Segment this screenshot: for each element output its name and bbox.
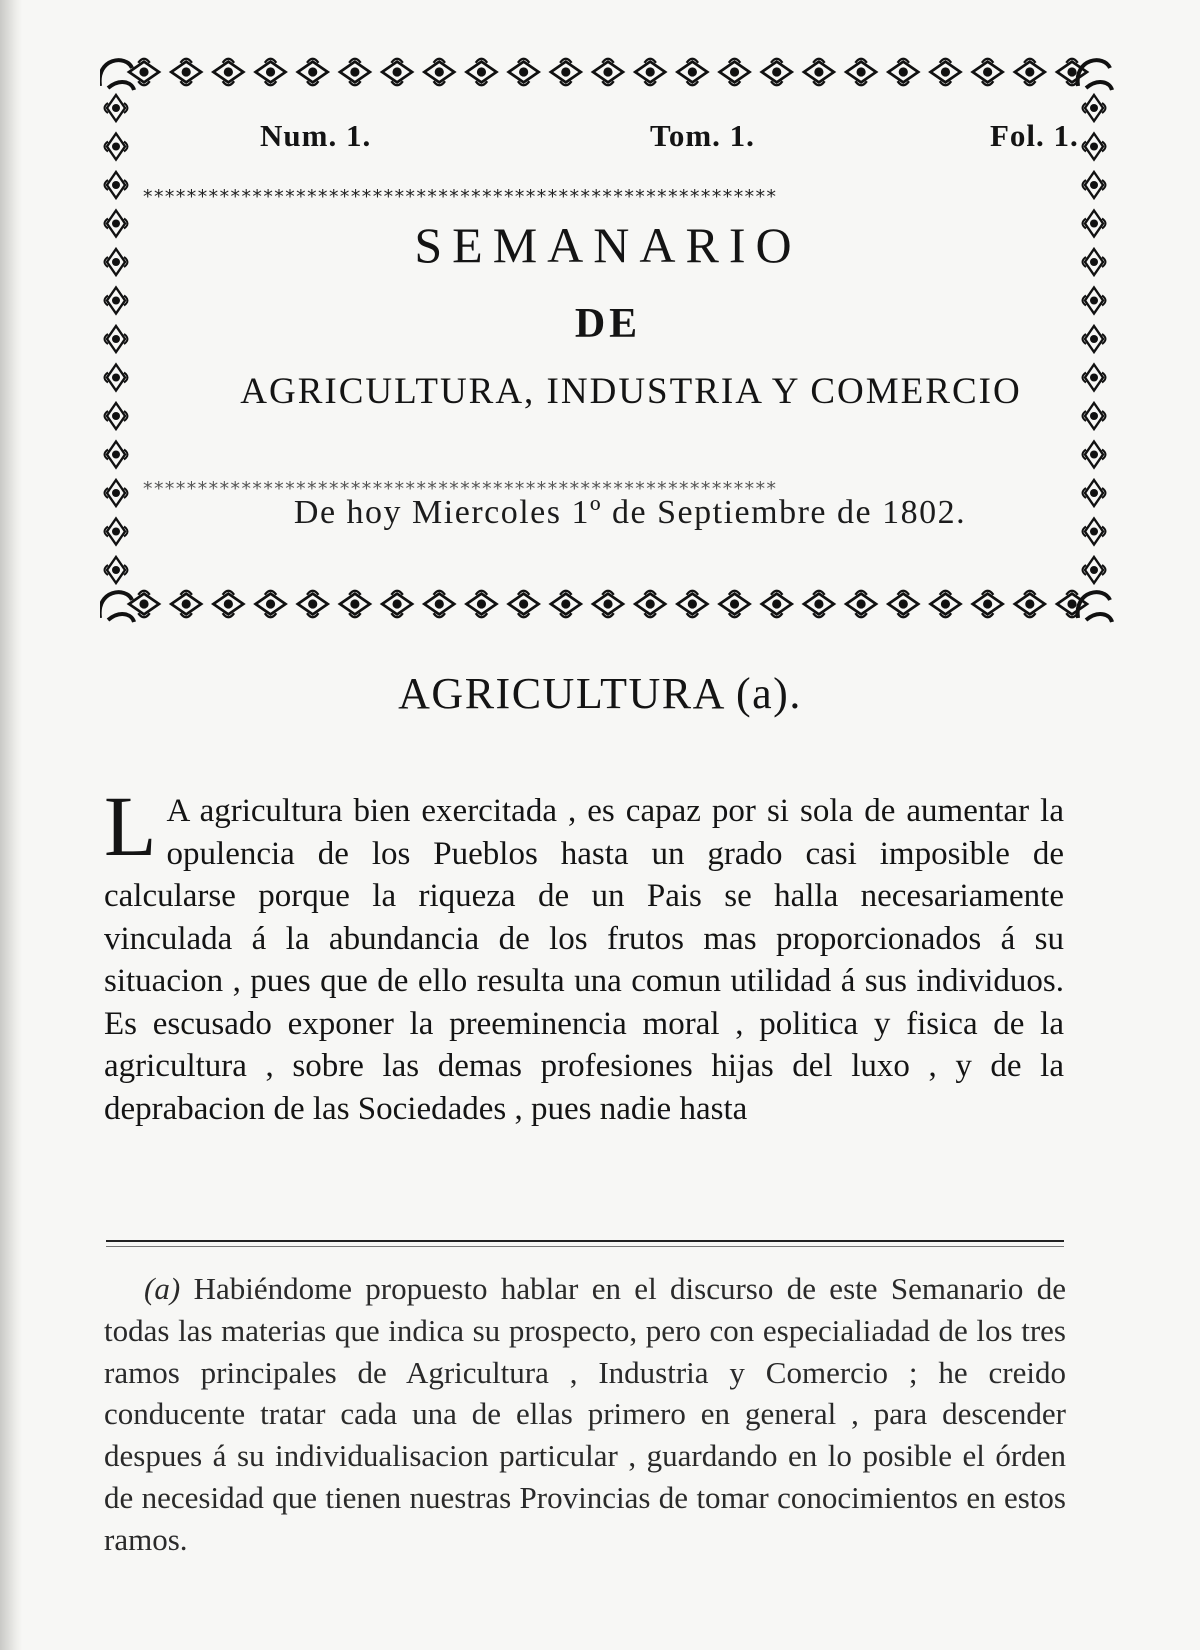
issue-number: Num. 1. <box>260 118 372 153</box>
border-ornament <box>1083 557 1106 583</box>
border-ornament <box>424 59 454 85</box>
border-ornament <box>105 95 128 121</box>
issue-date: De hoy Miercoles 1º de Septiembre de 1802. <box>293 494 967 531</box>
border-corner-ornament <box>100 592 134 622</box>
footnote-marker: (a) <box>144 1271 181 1306</box>
border-ornament <box>129 59 159 85</box>
border-ornament <box>888 591 918 617</box>
footnote-text: Habiéndome propuesto hablar en el discurso de este Semanario de todas las materias que indica su prospecto, pero con especialiadad de los tres ramos principales de Agricultura , Industria y Comercio ; he creido conducente tratar cada una de ellas primero en general , para descender despues á su individualisacion particular , guardando en lo posible el órden de necesidad que tienen nuestras Provincias de tomar conocimientos en estos ramos. <box>104 1271 1067 1557</box>
border-corner-ornament <box>100 60 134 90</box>
border-ornament <box>467 59 497 85</box>
border-ornament <box>551 59 581 85</box>
border-ornament <box>256 59 286 85</box>
border-ornament <box>804 591 834 617</box>
border-ornament <box>171 59 201 85</box>
border-ornament <box>382 591 412 617</box>
border-ornament <box>424 591 454 617</box>
border-ornament <box>298 59 328 85</box>
border-ornament <box>105 365 128 391</box>
footnote-separator-thin <box>106 1246 1064 1247</box>
border-ornament <box>105 519 128 545</box>
border-ornament <box>213 591 243 617</box>
border-ornament <box>720 59 750 85</box>
border-ornament <box>846 591 876 617</box>
border-ornament <box>340 591 370 617</box>
drop-cap: L <box>104 778 157 874</box>
publication-title-de: DE <box>574 301 642 347</box>
border-ornament <box>931 59 961 85</box>
border-ornament <box>973 59 1003 85</box>
border-ornament <box>105 403 128 429</box>
masthead-header-row <box>180 118 1140 168</box>
star-divider-top: ********************************************************** <box>142 186 777 208</box>
border-ornament <box>677 591 707 617</box>
publication-title: SEMANARIO <box>414 217 802 273</box>
border-ornament <box>105 134 128 160</box>
border-ornament <box>213 59 243 85</box>
border-ornament <box>1015 591 1045 617</box>
border-ornament <box>720 591 750 617</box>
border-ornament <box>171 591 201 617</box>
border-ornament <box>1015 59 1045 85</box>
border-ornament <box>931 591 961 617</box>
border-ornament <box>105 442 128 468</box>
folio-number: Fol. 1. <box>990 118 1079 153</box>
border-ornament <box>256 591 286 617</box>
section-heading: AGRICULTURA (a). <box>398 669 802 718</box>
border-ornament <box>888 59 918 85</box>
border-ornament <box>509 59 539 85</box>
border-ornament <box>762 591 792 617</box>
border-ornament <box>677 59 707 85</box>
border-ornament <box>1057 59 1087 85</box>
border-ornament <box>129 591 159 617</box>
border-ornament <box>762 59 792 85</box>
border-ornament <box>467 591 497 617</box>
border-ornament <box>105 172 128 198</box>
border-ornament <box>635 591 665 617</box>
border-ornament <box>105 557 128 583</box>
masthead-frame <box>100 48 1116 630</box>
border-ornament <box>382 59 412 85</box>
border-ornament <box>340 59 370 85</box>
border-ornament <box>804 59 834 85</box>
border-ornament <box>593 591 623 617</box>
border-ornament <box>1057 591 1087 617</box>
footnote-separator <box>106 1240 1064 1242</box>
article-body-text: A agricultura bien exercitada , es capaz por si sola de aumentar la opulencia de los Pueblos hasta un grado casi imposible de calcularse porque la riqueza de un Pais se halla necesariamente vinculada á la abundancia de los frutos mas proporcionados á su situacion , pues que de ello resulta una comun utilidad á sus individuos. Es escusado exponer la preeminencia moral , politica y fisica de la agricultura , sobre las demas profesiones hijas del luxo , y de la deprabacion de las Sociedades , pues nadie hasta <box>104 793 1064 1127</box>
border-ornament <box>1083 442 1106 468</box>
star-divider-bottom: ********************************************************** <box>142 478 777 500</box>
border-ornament <box>846 59 876 85</box>
border-ornament <box>105 480 128 506</box>
border-ornament <box>593 59 623 85</box>
article-body <box>104 778 1064 1130</box>
border-ornament <box>509 591 539 617</box>
volume-number: Tom. 1. <box>650 118 755 153</box>
publication-subtitle: AGRICULTURA, INDUSTRIA Y COMERCIO <box>240 371 1022 412</box>
border-ornament <box>635 59 665 85</box>
border-ornament <box>298 591 328 617</box>
page-edge-shadow <box>0 0 22 1650</box>
border-ornament <box>551 591 581 617</box>
border-ornament <box>973 591 1003 617</box>
footnote <box>104 1268 1066 1561</box>
